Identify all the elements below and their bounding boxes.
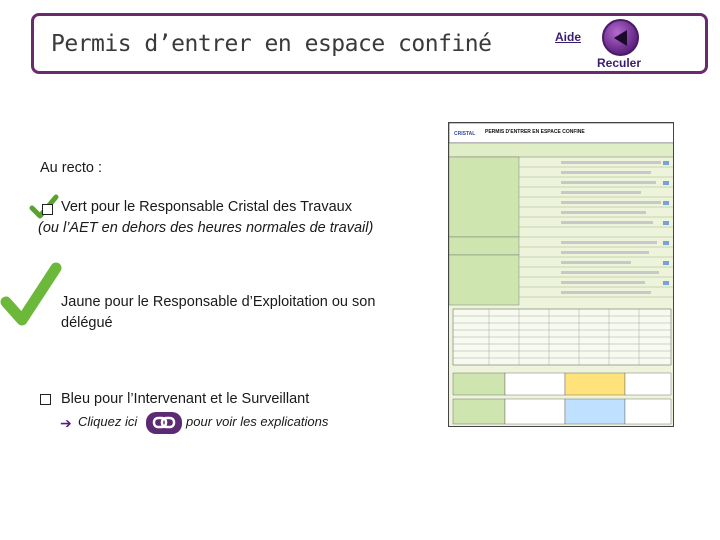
form-logo: CRISTAL — [454, 131, 476, 137]
form-thumbnail — [448, 122, 674, 427]
page-title: Permis d’entrer en espace confiné — [51, 31, 492, 57]
checkmark-icon — [0, 262, 62, 328]
bullet-box-green — [42, 204, 53, 215]
bullet-box-blue — [40, 394, 51, 405]
yellow-line-1: Jaune pour le Responsable d’Exploitation ou son — [61, 294, 376, 310]
green-line-2: (ou l’AET en dehors des heures normales de travail) — [38, 220, 374, 236]
green-line-1: Vert pour le Responsable Cristal des Travaux — [61, 199, 352, 215]
back-button[interactable] — [602, 19, 639, 56]
form-image — [449, 123, 674, 427]
form-title: PERMIS D'ENTRER EN ESPACE CONFINE — [485, 129, 585, 135]
right-arrow-icon: ➔ — [60, 415, 72, 431]
blue-line: Bleu pour l’Intervenant et le Surveillant — [61, 391, 310, 407]
recto-label: Au recto : — [40, 160, 103, 176]
click-prefix: Cliquez ici — [78, 414, 138, 429]
yellow-line-2: délégué — [61, 315, 113, 331]
chain-link-icon[interactable] — [146, 412, 182, 434]
left-triangle-icon — [612, 29, 630, 47]
click-suffix: pour voir les explications — [186, 414, 329, 429]
back-label[interactable]: Reculer — [597, 56, 642, 70]
help-link[interactable]: Aide — [555, 30, 582, 44]
chain-link-glyph — [146, 412, 182, 434]
